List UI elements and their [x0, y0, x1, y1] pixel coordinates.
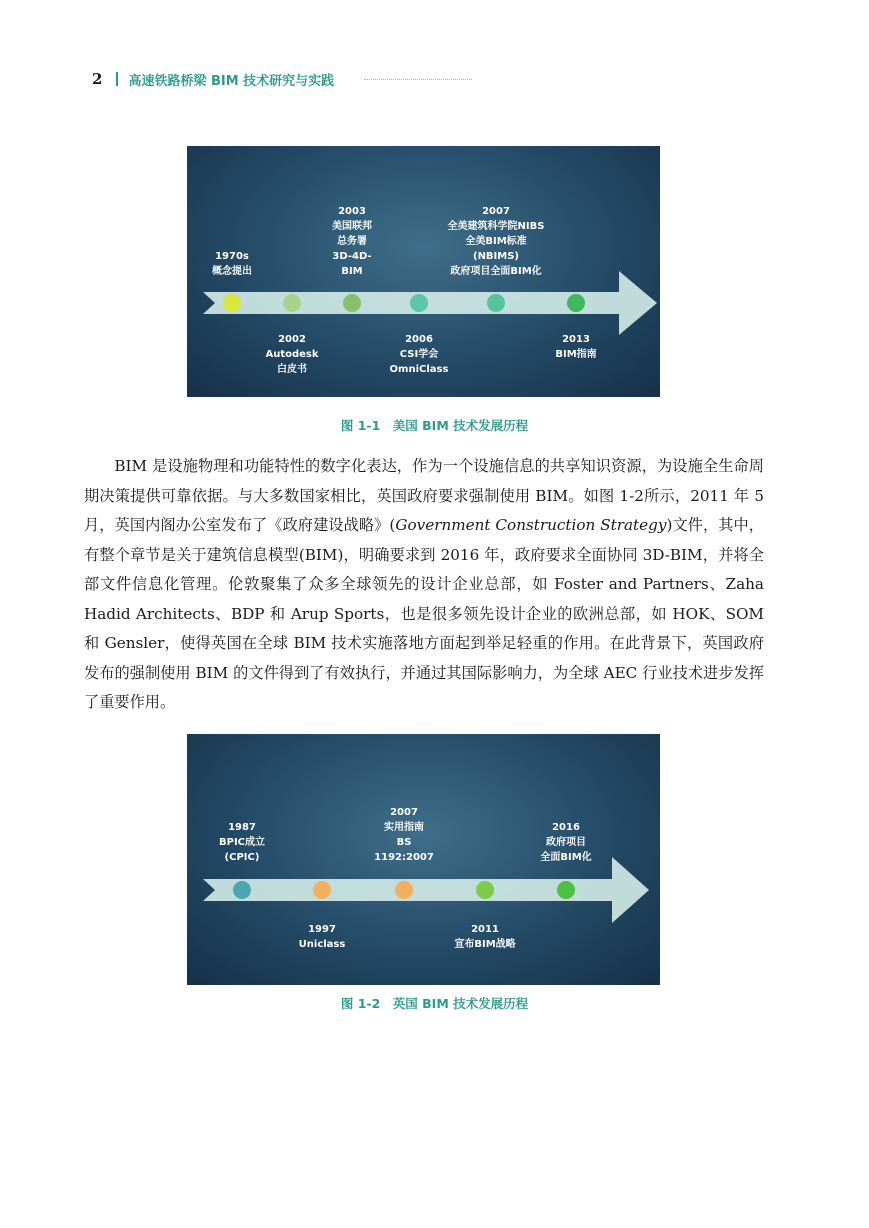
book-title: 高速铁路桥梁 BIM 技术研究与实践 [128, 73, 335, 89]
body-paragraph [84, 452, 764, 718]
timeline-event-line: 3D-4D- [332, 251, 372, 262]
timeline-event-line: 1987 [228, 822, 256, 833]
timeline-event-line: 2007 [482, 206, 510, 217]
timeline-event-line: 2011 [471, 924, 499, 935]
timeline-event-line: 全美建筑科学院NIBS [447, 221, 545, 232]
paragraph-italic-title: Government Construction Strategy [395, 516, 667, 534]
timeline-dot [567, 294, 585, 312]
timeline-dot [233, 881, 251, 899]
timeline-event-line: BIM [341, 266, 363, 277]
header-separator [116, 72, 118, 86]
timeline-event-label [390, 332, 449, 377]
timeline-event-line: Autodesk [265, 349, 319, 360]
timeline-event-line: OmniClass [389, 364, 449, 375]
paragraph-part-3: )文件，其中，有整个章节是关于建筑信息模型(BIM)，明确要求到 2016 年，政府要求全面协同 3D-BIM，并将全部文件信息化管理。伦敦聚集了众多全球领先的设计企业总部，如 Foster and Partners、Zaha Hadid Architects、BDP 和 Arup Sports，也是很多领先设计企业的欧洲总部，如 HOK、SOM 和 Gensler，使得英国在全球 BIM 技术实施落地方面起到举足轻重的作用。在此背景下，英国政府发布的强制使用 BIM 的文件得到了有效执行，并通过其国际影响力，为全球 AEC 行业技术进步发挥了重要作用。 [84, 516, 764, 711]
timeline-event-line: 政府项目 [545, 837, 586, 848]
timeline-event-line: 宣布BIM战略 [454, 939, 516, 950]
timeline-dot [476, 881, 494, 899]
timeline-event-label [454, 922, 515, 952]
timeline-event-line: 1192:2007 [374, 852, 434, 863]
timeline-event-line: 总务署 [337, 236, 367, 247]
header-rule [364, 79, 472, 80]
timeline-event-label [448, 204, 545, 279]
timeline-dot [487, 294, 505, 312]
timeline-event-label [265, 332, 318, 377]
timeline-event-line: 2007 [390, 807, 418, 818]
figure-uk-bim-timeline [187, 734, 660, 985]
timeline-event-line: CSI学会 [399, 349, 439, 360]
timeline-event-line: 2003 [338, 206, 366, 217]
timeline-event-line: 1970s [215, 251, 249, 262]
figure1-caption: 图 1-1 美国 BIM 技术发展历程 [340, 418, 529, 433]
timeline-event-line: BS [396, 837, 412, 848]
timeline-event-label [219, 820, 265, 865]
timeline-event-line: Uniclass [298, 939, 346, 950]
timeline-dot [410, 294, 428, 312]
figure-us-bim-timeline [187, 146, 660, 397]
running-header [92, 68, 334, 90]
timeline-event-line: 全面BIM化 [540, 852, 592, 863]
timeline-event-label [555, 332, 596, 362]
timeline-event-line: (NBIMS) [472, 251, 520, 262]
timeline-event-line: 2013 [562, 334, 590, 345]
timeline-dot [283, 294, 301, 312]
timeline-event-line: 政府项目全面BIM化 [450, 266, 542, 277]
timeline-dot [557, 881, 575, 899]
timeline-event-line: BIM指南 [555, 349, 597, 360]
timeline-event-label [332, 204, 372, 279]
timeline-event-line: BPIC成立 [218, 837, 266, 848]
timeline-event-line: 1997 [308, 924, 336, 935]
timeline-dot [313, 881, 331, 899]
timeline-event-line: 2002 [278, 334, 306, 345]
timeline-event-line: 白皮书 [277, 364, 307, 375]
paragraph-part-1: BIM 是设施物理和功能特性的数字化表达，作为一个设施信息的共享知识资源，为设施全生命周期决策提供可靠依据。与大多数国家相比，英国政府要求强制使用 BIM。如图 1-2所示，2011 年 5 月，英国内阁办公室发布了《政府建设战略》( [84, 457, 764, 534]
timeline-event-line: 2006 [405, 334, 433, 345]
timeline-event-line: 2016 [552, 822, 580, 833]
timeline-dot [395, 881, 413, 899]
timeline-event-line: 全美BIM标准 [465, 236, 527, 247]
timeline-event-line: 实用指南 [383, 822, 424, 833]
timeline-event-label [540, 820, 591, 865]
timeline-event-line: 概念提出 [212, 266, 252, 277]
timeline-dot [343, 294, 361, 312]
timeline-dot [223, 294, 241, 312]
timeline-event-label [374, 805, 434, 865]
page-number: 2 [92, 70, 103, 88]
timeline-event-line: (CPIC) [224, 852, 260, 863]
figure2-caption: 图 1-2 英国 BIM 技术发展历程 [340, 996, 529, 1011]
timeline-event-label [299, 922, 346, 952]
timeline-event-label [212, 249, 252, 279]
timeline-event-line: 美国联邦 [332, 221, 372, 232]
